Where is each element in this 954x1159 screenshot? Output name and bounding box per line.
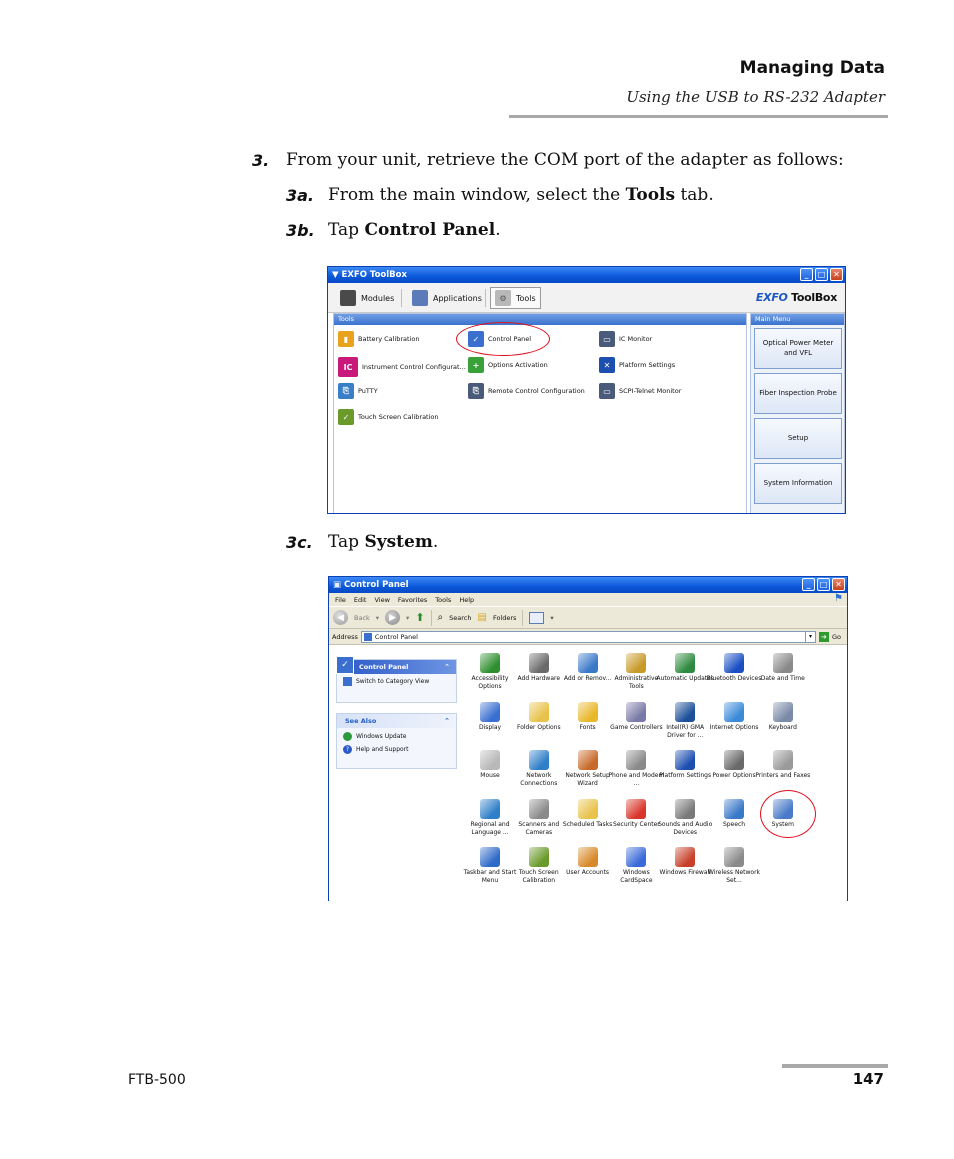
cp-item-scheduled-tasks[interactable] <box>563 799 613 829</box>
tools-panel-header: Tools <box>334 314 746 325</box>
updates-icon <box>675 653 695 673</box>
tool-battery-calibration[interactable]: ▮ Battery Calibration <box>338 331 420 347</box>
cp-item-label: Sounds and Audio Devices <box>658 820 713 836</box>
tool-scpi-telnet[interactable]: ▭ SCPI-Telnet Monitor <box>599 383 681 399</box>
cp-titlebar <box>329 577 847 593</box>
cp-item-label: Mouse <box>480 772 500 779</box>
control-panel-icon: ✓ <box>336 656 354 674</box>
step-3b <box>286 220 501 240</box>
header-rule <box>509 115 888 118</box>
step-number: 3a. <box>286 186 315 205</box>
shield-icon <box>626 799 646 819</box>
section-subtitle: Using the USB to RS-232 Adapter <box>626 88 885 106</box>
cp-item-security-center[interactable] <box>611 799 661 829</box>
cp-item-label: Touch Screen Calibration <box>518 869 559 885</box>
cp-item-user-accounts[interactable] <box>563 847 613 877</box>
forward-arrow-icon[interactable]: ▶ <box>385 610 400 625</box>
bluetooth-icon <box>724 653 744 673</box>
cp-item-label: Phone and Modem ... <box>608 772 665 788</box>
network-icon <box>529 750 549 770</box>
windows-flag-icon: ⚑ <box>834 593 843 604</box>
cp-item-label: User Accounts <box>566 869 610 876</box>
highlight-control-panel <box>456 322 550 356</box>
cp-item-taskbar-and-start-menu[interactable] <box>465 847 515 885</box>
monitor-icon: ▭ <box>599 331 615 347</box>
cp-item-label: System <box>771 820 794 828</box>
minimize-button[interactable]: _ <box>800 268 813 281</box>
cp-item-label: Bluetooth Devices <box>706 675 762 682</box>
collapse-icon[interactable]: ⌃ <box>444 717 450 725</box>
globe-icon <box>480 799 500 819</box>
step-3c <box>286 532 439 552</box>
cp-item-date-and-time[interactable] <box>758 653 808 683</box>
cp-item-label: Fonts <box>579 723 596 731</box>
tool-remote-control[interactable]: ⎘ Remote Control Configuration <box>468 383 585 399</box>
cp-item-label: Network Setup Wizard <box>565 772 610 788</box>
cp-item-scanners-and-cameras[interactable] <box>514 799 564 837</box>
cp-item-internet-options[interactable] <box>709 702 759 732</box>
modules-icon <box>340 290 356 306</box>
tab-label: Applications <box>433 293 482 303</box>
cp-item-label: Scanners and Cameras <box>518 820 560 836</box>
platform-settings-icon: ✕ <box>599 357 615 373</box>
taskbar-icon <box>480 847 500 867</box>
cp-item-label: Folder Options <box>516 723 561 731</box>
folder-icon <box>529 702 549 722</box>
product-name: FTB-500 <box>128 1072 186 1088</box>
wireless-icon <box>724 847 744 867</box>
cp-item-label: Display <box>478 723 502 731</box>
battery-icon: ▮ <box>338 331 354 347</box>
touch-icon <box>529 847 549 867</box>
help-support-link[interactable]: ? Help and Support <box>337 744 456 757</box>
cp-item-label: Taskbar and Start Menu <box>463 869 517 885</box>
power-icon <box>724 750 744 770</box>
step-number: 3. <box>252 151 270 170</box>
touch-icon: ✓ <box>338 409 354 425</box>
cp-item-phone-and-modem[interactable] <box>608 750 665 788</box>
cp-item-administrative-tools[interactable] <box>611 653 661 691</box>
step-text: tab. <box>675 185 714 205</box>
cp-item-fonts[interactable] <box>563 702 613 732</box>
options-icon: + <box>468 357 484 373</box>
display-icon <box>480 702 500 722</box>
cp-item-keyboard[interactable] <box>758 702 808 732</box>
ic-icon: IC <box>338 357 358 377</box>
task-pane-header: ✓ Control Panel ⌃ <box>337 660 456 674</box>
step-text: Tap <box>328 220 365 240</box>
cp-toolbar <box>329 606 847 629</box>
network-wizard-icon <box>578 750 598 770</box>
main-menu-panel <box>750 313 845 514</box>
step-number: 3b. <box>286 221 315 240</box>
cp-item-label: Scheduled Tasks <box>562 820 613 828</box>
search-icon: ⌕ <box>437 612 444 623</box>
cp-item-label: Printers and Faxes <box>755 772 811 779</box>
go-button[interactable]: Go <box>831 632 841 641</box>
task-pane-control-panel <box>336 659 457 703</box>
chevron-down-icon: ▾ <box>406 613 410 622</box>
cp-item-label: Intel(R) GMA Driver for ... <box>666 723 705 739</box>
tab-applications[interactable] <box>408 287 486 309</box>
section-title: Managing Data <box>739 58 885 78</box>
tab-label: Modules <box>361 293 395 303</box>
tool-putty[interactable]: ⎘ PuTTY <box>338 383 378 399</box>
cp-item-folder-options[interactable] <box>514 702 564 732</box>
cp-item-label: Network Connections <box>520 772 558 788</box>
cp-item-label: Automatic Updates <box>656 675 714 682</box>
tool-platform-settings[interactable]: ✕ Platform Settings <box>599 357 675 373</box>
address-label: Address <box>332 632 358 641</box>
cp-item-windows-cardspace[interactable] <box>611 847 661 885</box>
cp-item-printers-and-faxes[interactable] <box>755 750 811 780</box>
views-icon[interactable] <box>529 612 544 624</box>
cp-item-accessibility-options[interactable] <box>465 653 515 691</box>
applications-icon <box>412 290 428 306</box>
close-button[interactable]: ✕ <box>832 578 845 591</box>
address-field[interactable]: Control Panel ▾ <box>361 631 816 643</box>
tools-icon: ⚙ <box>495 290 511 306</box>
main-menu-header: Main Menu <box>751 314 844 325</box>
menu-edit[interactable]: Edit <box>353 595 367 604</box>
address-bar <box>329 629 847 645</box>
exfo-toolbox-brand: EXFO ToolBox <box>755 291 837 304</box>
minimize-button[interactable]: _ <box>802 578 815 591</box>
search-button[interactable]: Search <box>449 613 472 622</box>
cp-item-label: Internet Options <box>709 723 759 731</box>
step-text: . <box>495 220 501 240</box>
cp-item-platform-settings[interactable] <box>660 750 710 780</box>
tool-control-panel[interactable]: ✓ Control Panel <box>468 331 531 347</box>
cp-item-game-controllers[interactable] <box>611 702 661 732</box>
collapse-icon[interactable]: ⌃ <box>444 663 450 671</box>
system-information-button[interactable]: System Information <box>754 463 842 504</box>
cp-item-label: Windows Firewall <box>659 869 711 876</box>
maximize-button[interactable]: □ <box>817 578 830 591</box>
cp-item-label: Administrative Tools <box>614 675 659 691</box>
cardspace-icon <box>626 847 646 867</box>
putty-icon: ⎘ <box>338 383 354 399</box>
control-panel-small-icon: ▣ <box>333 580 342 590</box>
cp-content <box>329 647 847 901</box>
cp-item-sounds-and-audio-devices[interactable] <box>658 799 713 837</box>
printer-icon <box>773 750 793 770</box>
menu-bar <box>329 593 847 606</box>
page-number: 147 <box>852 1070 884 1088</box>
help-icon: ? <box>343 745 352 754</box>
control-panel-icon: ✓ <box>468 331 484 347</box>
optical-power-meter-button[interactable]: Optical Power Meter and VFL <box>754 328 842 369</box>
chevron-down-icon: ▾ <box>375 613 380 622</box>
tool-instrument-control[interactable]: IC Instrument Control Configurat... <box>338 357 466 377</box>
toolbox-tabs <box>328 283 845 313</box>
cp-item-label: Add or Remov... <box>563 675 612 682</box>
close-button[interactable]: ✕ <box>830 268 843 281</box>
back-button[interactable]: Back <box>354 613 370 622</box>
tool-touch-screen[interactable]: ✓ Touch Screen Calibration <box>338 409 439 425</box>
chevron-down-icon: ▾ <box>550 613 554 622</box>
phone-icon <box>626 750 646 770</box>
menu-help[interactable]: Help <box>459 595 475 604</box>
users-icon <box>578 847 598 867</box>
highlight-system <box>760 790 816 838</box>
task-pane-see-also <box>336 713 457 769</box>
setup-button[interactable]: Setup <box>754 418 842 459</box>
cp-item-regional-and-language[interactable] <box>465 799 515 837</box>
cp-item-network-connections[interactable] <box>514 750 564 788</box>
cp-item-automatic-updates[interactable] <box>656 653 714 683</box>
maximize-button[interactable]: □ <box>815 268 828 281</box>
menu-tools[interactable]: Tools <box>435 595 452 604</box>
sound-icon <box>675 799 695 819</box>
tool-ic-monitor[interactable]: ▭ IC Monitor <box>599 331 652 347</box>
tab-label: Tools <box>516 293 536 303</box>
fonts-icon <box>578 702 598 722</box>
cp-item-power-options[interactable] <box>709 750 759 780</box>
fiber-inspection-button[interactable]: Fiber Inspection Probe <box>754 373 842 414</box>
tab-tools[interactable] <box>490 287 541 309</box>
cp-item-bluetooth-devices[interactable] <box>706 653 762 683</box>
windows-update-icon <box>343 732 352 741</box>
toolbox-window <box>327 266 846 514</box>
back-arrow-icon[interactable]: ◀ <box>333 610 348 625</box>
footer-rule <box>782 1064 888 1068</box>
scpi-icon: ▭ <box>599 383 615 399</box>
cp-item-label: Power Options <box>712 772 756 779</box>
exfo-logo-icon: ▼ <box>332 270 339 280</box>
toolbox-titlebar <box>328 267 845 283</box>
cp-item-label: Platform Settings <box>659 772 712 779</box>
cp-item-label: Accessibility Options <box>471 675 509 691</box>
tool-options-activation[interactable]: + Options Activation <box>468 357 548 373</box>
cp-item-label: Add Hardware <box>517 675 561 682</box>
internet-icon <box>724 702 744 722</box>
window-title: Control Panel <box>344 580 409 590</box>
switch-category-view-link[interactable]: Switch to Category View <box>337 674 456 689</box>
cp-item-label: Keyboard <box>768 723 797 731</box>
folders-button[interactable]: Folders <box>492 613 517 622</box>
step-text: . <box>432 532 439 552</box>
step-text: Tap <box>328 532 365 552</box>
cp-item-add-hardware[interactable] <box>514 653 564 683</box>
up-folder-icon[interactable]: ⬆ <box>415 611 425 624</box>
step-text: From your unit, retrieve the COM port of the adapter as follows: <box>286 150 844 170</box>
menu-file[interactable]: File <box>335 595 346 604</box>
folders-icon: ▤ <box>477 612 487 623</box>
cp-item-wireless-network-set[interactable] <box>709 847 759 885</box>
intel-icon <box>675 702 695 722</box>
cp-item-label: Date and Time <box>760 675 805 682</box>
menu-view[interactable]: View <box>374 595 390 604</box>
clock-icon <box>773 653 793 673</box>
cp-item-intel-r-gma-driver-for[interactable] <box>660 702 710 740</box>
game-icon <box>626 702 646 722</box>
firewall-icon <box>675 847 695 867</box>
cp-item-touch-screen-calibration[interactable] <box>514 847 564 885</box>
cp-item-windows-firewall[interactable] <box>660 847 710 877</box>
cp-item-network-setup-wizard[interactable] <box>563 750 613 788</box>
step-text: From the main window, select the <box>328 185 626 205</box>
speech-icon <box>724 799 744 819</box>
windows-update-link[interactable]: Windows Update <box>337 728 456 744</box>
chevron-down-icon[interactable]: ▾ <box>805 632 815 642</box>
admin-tools-icon <box>626 653 646 673</box>
step-number: 3c. <box>286 533 313 552</box>
cp-item-add-or-remov[interactable] <box>563 653 613 683</box>
cp-item-label: Windows CardSpace <box>620 869 653 885</box>
scanner-icon <box>529 799 549 819</box>
hardware-icon <box>529 653 549 673</box>
cp-item-label: Game Controllers <box>610 723 663 731</box>
add-remove-icon <box>578 653 598 673</box>
step-bold: Tools <box>625 185 676 205</box>
accessibility-icon <box>480 653 500 673</box>
task-pane-header: See Also ⌃ <box>337 714 456 728</box>
platform-settings-icon <box>675 750 695 770</box>
cp-item-speech[interactable] <box>709 799 759 829</box>
go-arrow-icon[interactable]: ➔ <box>819 632 829 642</box>
menu-favorites[interactable]: Favorites <box>397 595 428 604</box>
cp-item-mouse[interactable] <box>465 750 515 780</box>
remote-icon: ⎘ <box>468 383 484 399</box>
cp-item-label: Wireless Network Set... <box>707 869 761 885</box>
cp-item-label: Speech <box>722 820 746 828</box>
tab-modules[interactable] <box>336 287 398 309</box>
scheduled-icon <box>578 799 598 819</box>
window-title: EXFO ToolBox <box>341 270 407 280</box>
cp-item-label: Regional and Language ... <box>470 820 510 836</box>
step-bold: System <box>364 532 433 552</box>
step-bold: Control Panel <box>364 220 496 240</box>
control-panel-window <box>328 576 848 901</box>
cp-item-display[interactable] <box>465 702 515 732</box>
step-3a <box>286 185 714 205</box>
category-view-icon <box>343 677 352 686</box>
control-panel-small-icon <box>364 633 372 641</box>
keyboard-icon <box>773 702 793 722</box>
mouse-icon <box>480 750 500 770</box>
cp-item-label: Security Center <box>613 820 660 828</box>
step-3 <box>252 150 844 170</box>
